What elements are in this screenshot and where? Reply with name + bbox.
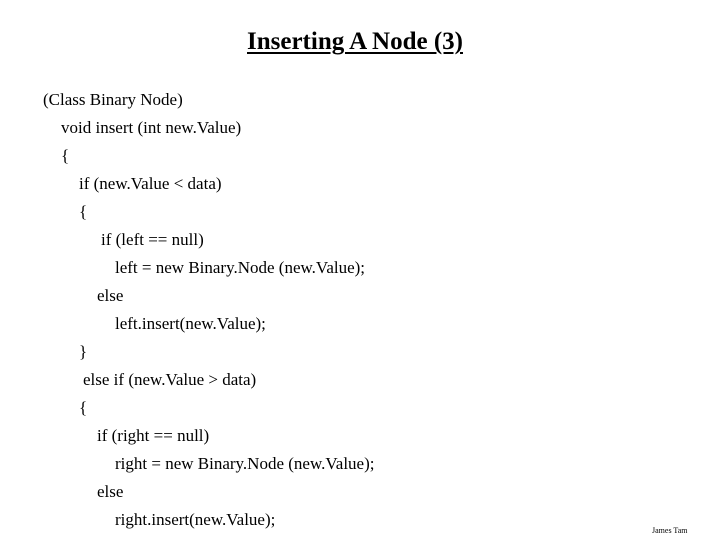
code-line-assign-right: right = new Binary.Node (new.Value);: [115, 454, 375, 473]
code-line-open-brace: {: [61, 146, 70, 165]
author-credit: James Tam: [652, 526, 688, 535]
slide-title: Inserting A Node (3): [247, 28, 463, 55]
code-line-insert-left: left.insert(new.Value);: [115, 314, 266, 333]
code-line-assign-left: left = new Binary.Node (new.Value);: [115, 258, 366, 277]
code-line-else: else: [97, 286, 124, 305]
code-line-close-brace: }: [79, 342, 88, 361]
code-line-if-right-null: if (right == null): [97, 426, 210, 445]
code-line-else-if-greater: else if (new.Value > data): [83, 370, 257, 389]
code-line-if-left-null: if (left == null): [101, 230, 204, 249]
code-line-class-label: (Class Binary Node): [43, 90, 183, 109]
code-line-if-less: if (new.Value < data): [79, 174, 222, 193]
code-line-else: else: [97, 482, 124, 501]
code-line-open-brace: {: [79, 398, 88, 417]
code-line-insert-right: right.insert(new.Value);: [115, 510, 276, 529]
code-line-open-brace: {: [79, 202, 88, 221]
code-line-method-header: void insert (int new.Value): [61, 118, 242, 137]
